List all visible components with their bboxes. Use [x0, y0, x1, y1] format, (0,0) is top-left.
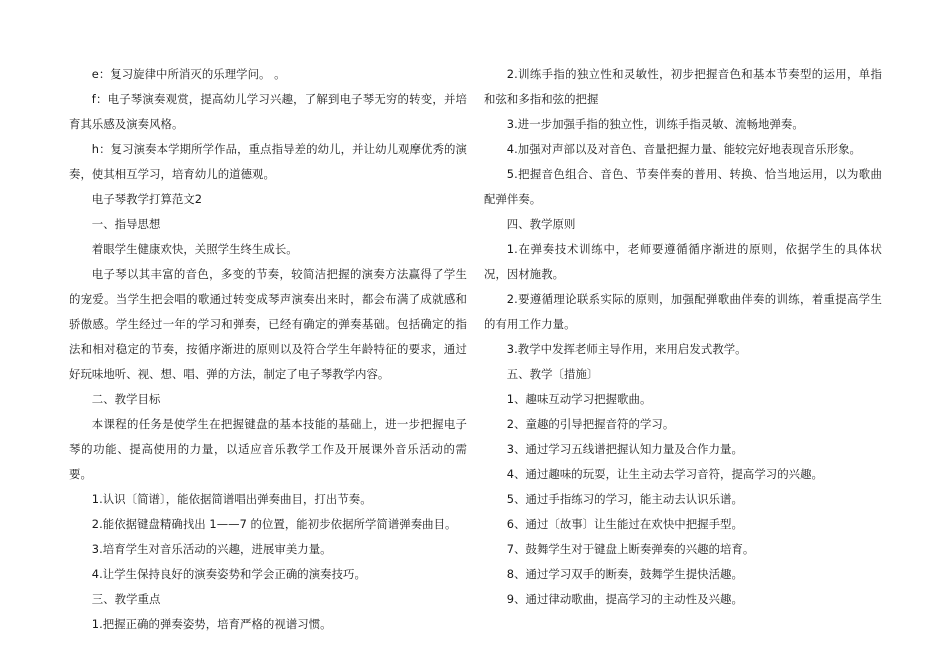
- list-item: 3、通过学习五线谱把握认知力量及合作力量。: [506, 442, 743, 456]
- right-text-column: [484, 62, 882, 612]
- list-item: 3.教学中发挥老师主导作用，来用启发式教学。: [506, 342, 747, 356]
- list-item: 2.能依据键盘精确找出 1——7 的位置，能初步依据所学简谱弹奏曲目。: [91, 517, 457, 531]
- paragraph: h：复习演奏本学期所学作品，重点指导差的幼儿，并让幼儿观摩优秀的演奏，使其相互学习，培育幼儿的道德观。: [69, 142, 467, 181]
- paragraph: 电子琴以其丰富的音色，多变的节奏，较简洁把握的演奏方法赢得了学生的宠爱。当学生把会唱的歌通过转变成琴声演奏出来时，都会布满了成就感和骄傲感。学生经过一年的学习和弹奏，已经有确定的弹奏基础。包括确定的指法和相对稳定的节奏，按循序渐进的原则以及符合学生年龄特征的要求，通过好玩味地听、视、想、唱、弹的方法，制定了电子琴教学内容。: [69, 267, 467, 381]
- list-item: 1.认识〔简谱〕，能依据简谱唱出弹奏曲目，打出节奏。: [91, 492, 372, 506]
- list-item: 5、通过手指练习的学习，能主动去认识乐谱。: [506, 492, 743, 506]
- paragraph: f：电子琴演奏观赏，提高幼儿学习兴趣，了解到电子琴无穷的转变，并培育其乐感及演奏风格。: [69, 92, 467, 131]
- list-item: 1、趣味互动学习把握歌曲。: [506, 392, 652, 406]
- left-text-column: [69, 62, 467, 637]
- list-item: 2.要遵循理论联系实际的原则，加强配弹歌曲伴奏的训练，着重提高学生的有用工作力量。: [484, 292, 882, 331]
- list-item: 1.在弹奏技术训练中，老师要遵循循序渐进的原则，依据学生的具体状况，因材施教。: [484, 242, 882, 281]
- list-item: 8、通过学习双手的断奏，鼓舞学生提快活趣。: [506, 567, 743, 581]
- paragraph: e：复习旋律中所消灭的乐理学问。 。: [91, 67, 286, 81]
- list-item: 3.培育学生对音乐活动的兴趣，进展审美力量。: [91, 542, 332, 556]
- section-heading: 三、教学重点: [91, 592, 161, 606]
- list-item: 5.把握音色组合、音色、节奏伴奏的普用、转换、恰当地运用，以为歌曲配弹伴奏。: [484, 167, 882, 206]
- list-item: 4.加强对声部以及对音色、音量把握力量、能较完好地表现音乐形象。: [506, 142, 861, 156]
- section-heading: 一、指导思想: [91, 217, 161, 231]
- list-item: 4.让学生保持良好的演奏姿势和学会正确的演奏技巧。: [91, 567, 366, 581]
- section-title: 电子琴教学打算范文2: [91, 192, 203, 206]
- section-heading: 五、教学〔措施〕: [506, 367, 599, 381]
- list-item: 2、童趣的引导把握音符的学习。: [506, 417, 675, 431]
- section-heading: 四、教学原则: [506, 217, 576, 231]
- list-item: 1.把握正确的弹奏姿势，培育严格的视谱习惯。: [91, 617, 332, 631]
- list-item: 6、通过〔故事〕让生能过在欢快中把握手型。: [506, 517, 743, 531]
- section-heading: 二、教学目标: [91, 392, 161, 406]
- list-item: 4、通过趣味的玩耍，让生主动去学习音符，提高学习的兴趣。: [506, 467, 823, 481]
- list-item: 2.训练手指的独立性和灵敏性，初步把握音色和基本节奏型的运用，单指和弦和多指和弦的把握: [484, 67, 882, 106]
- list-item: 9、通过律动歌曲，提高学习的主动性及兴趣。: [506, 592, 743, 606]
- list-item: 7、鼓舞学生对于键盘上断奏弹奏的兴趣的培育。: [506, 542, 755, 556]
- paragraph: 本课程的任务是使学生在把握键盘的基本技能的基础上，进一步把握电子琴的功能、提高使用的力量，以适应音乐教学工作及开展课外音乐活动的需要。: [69, 417, 467, 481]
- list-item: 3.进一步加强手指的独立性，训练手指灵敏、流畅地弹奏。: [506, 117, 804, 131]
- paragraph: 着眼学生健康欢快，关照学生终生成长。: [91, 242, 298, 256]
